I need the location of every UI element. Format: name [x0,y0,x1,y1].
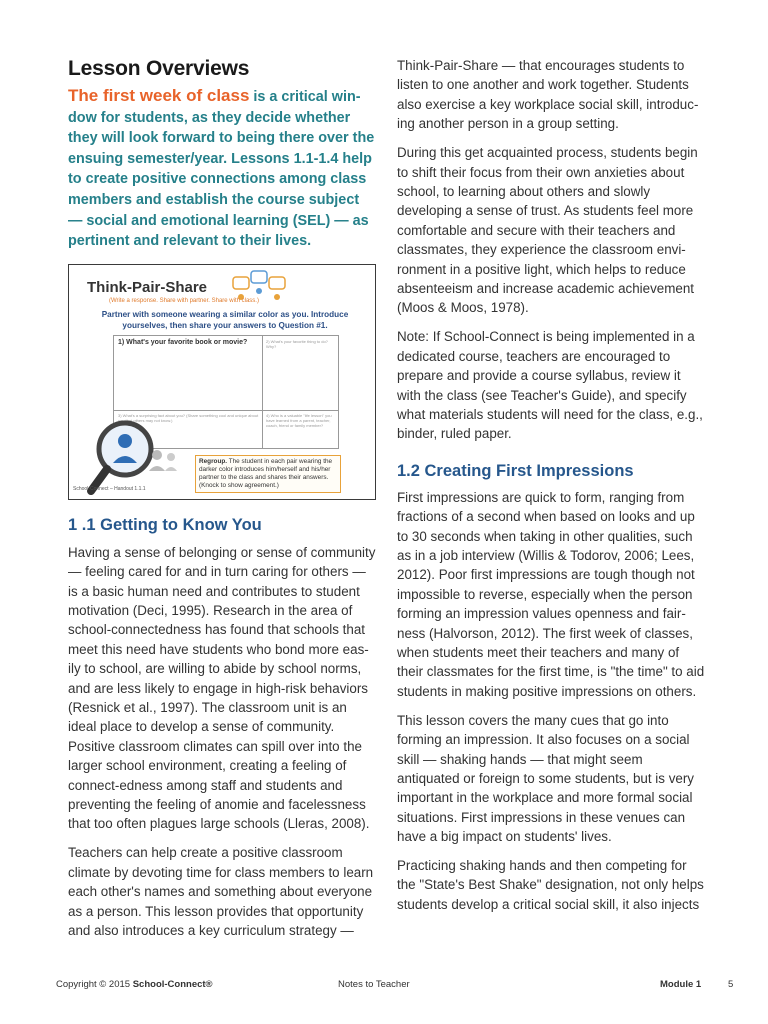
body-paragraph: This lesson covers the many cues that go into forming an impression. It also focuses on a social skill — shaking hands — that might seem antiquated or foreign to some students, but is very important in the workplace and more formal social situations. First impressions in these venues can have a big impact on students' lives. [397,712,694,845]
body-paragraph: Having a sense of belonging or sense of community — feeling cared for and in turn caring for others — is a basic human need and contributes to student motivation (Deci, 1995). Research in the area of school-connectedness has found that schools that meet this need have students who bond more eas-ily to school, are willing to abide by school norms, and are less likely to engage in high-risk behaviors (Resnick et al., 1997). The classroom unit is an ideal place to develop a sense of community. Positive classroom climates can spill over into the larger school environment, creating a feeling of connect-edness among staff and students and preventing the feeling of anomie and facelessness that too often plagues large schools (Lleras, 2008). [68,544,376,832]
footer-copyright [56,979,213,990]
right-column [397,56,705,924]
question-4: 4) Who is a valuable "life lesson" you have learned from a parent, teacher, coach, friend or family member? [266,412,332,428]
section-heading-1-2: 1.2 Creating First Impressions [397,461,634,480]
handout-instruction: Partner with someone wearing a similar color as you. Introduce yourselves, then share your answers to Question #1. [101,309,349,330]
question-1: 1) What's your favorite book or movie? [118,338,248,346]
think-pair-share-handout [68,264,376,500]
regroup-text: The student in each pair wearing the darker color introduces him/herself and his/her partner to the class and shares their answers. (Knock to show agreement.) [199,457,333,489]
grid-divider [114,410,338,411]
left-column [68,56,376,950]
handout-subtitle: (Write a response. Share with partner. Share with class.) [109,297,259,304]
magnifier-people-icon [83,415,183,497]
body-paragraph: Note: If School-Connect is being implemented in a dedicated course, teachers are encouraged to prepare and provide a course syllabus, review it with the class (see Teacher's Guide), and specify what materials students will need for the class, e.g., binder, ruled paper. [397,329,703,442]
grid-divider [262,336,263,448]
page-title: Lesson Overviews [68,57,250,80]
body-paragraph: First impressions are quick to form, ranging from fractions of a second when based on looks and up to 30 seconds when taking in other qualities, such as in a job interview (Willis & Todorov, 2006; Lees, 2012). Poor first impressions are tough though not impossible to reverse, especially when the person forming an impression values openness and fair-ness (Halvorson, 2012). The first week of classes, when students meet their teachers and many of their classmates for the first time, is "the time" to aid students in making positive impressions on others. [397,489,705,699]
question-2: 2) What's your favorite thing to do? Why? [266,338,328,349]
page-number: 5 [728,979,734,990]
intro-highlight: The first week of class [68,86,250,105]
question-3: 3) What's a surprising fact about you? (Share something cool and unique about you that others may not know.) [118,412,259,423]
intro-paragraph [68,86,376,252]
section-heading-1-1: 1 .1 Getting to Know You [68,515,262,534]
body-paragraph: During this get acquainted process, students begin to shift their focus from their own anxieties about school, to learning about others and slowly developing a sense of trust. As students feel more comfortable and secure with their teachers and classmates, they experience the classroom envi-ronment in a positive light, which helps to reduce absenteeism and increase academic achievement (Moos & Moos, 1978). [397,145,698,316]
intro-text: is a critical win-dow for students, as they decide whether they will look forward to being there over the ensuing semester/year. Lessons 1.1-1.4 help to create positive connections among class members and establish the course subject — social and emotional learning (SEL) — as pertinent and relevant to their lives. [68,89,375,250]
handout-title: Think-Pair-Share [87,278,208,296]
footer-section-label: Notes to Teacher [338,979,410,990]
section-1-1-body [68,543,376,941]
handout-brand: School-Connect – Handout 1.1.1 [73,485,146,492]
regroup-label: Regroup. [199,457,228,465]
body-paragraph: Teachers can help create a positive classroom climate by devoting time for class members to learn each other's names and something about everyone as a person. This lesson provides that opportunity and also introduces a key curriculum strategy — [68,845,374,938]
body-paragraph: Think-Pair-Share — that encourages students to listen to one another and work together. Students also exercise a key workplace social skill, introduc-ing another person in a group setting. [397,58,699,132]
regroup-box [195,455,341,493]
footer-brand: School-Connect® [132,979,213,990]
body-paragraph: Practicing shaking hands and then competing for the "State's Best Shake" designation, not only helps students develop a critical social skill, it also injects [397,858,704,912]
copyright-text: Copyright © 2015 [56,979,133,990]
footer-module: Module 1 [660,979,702,990]
